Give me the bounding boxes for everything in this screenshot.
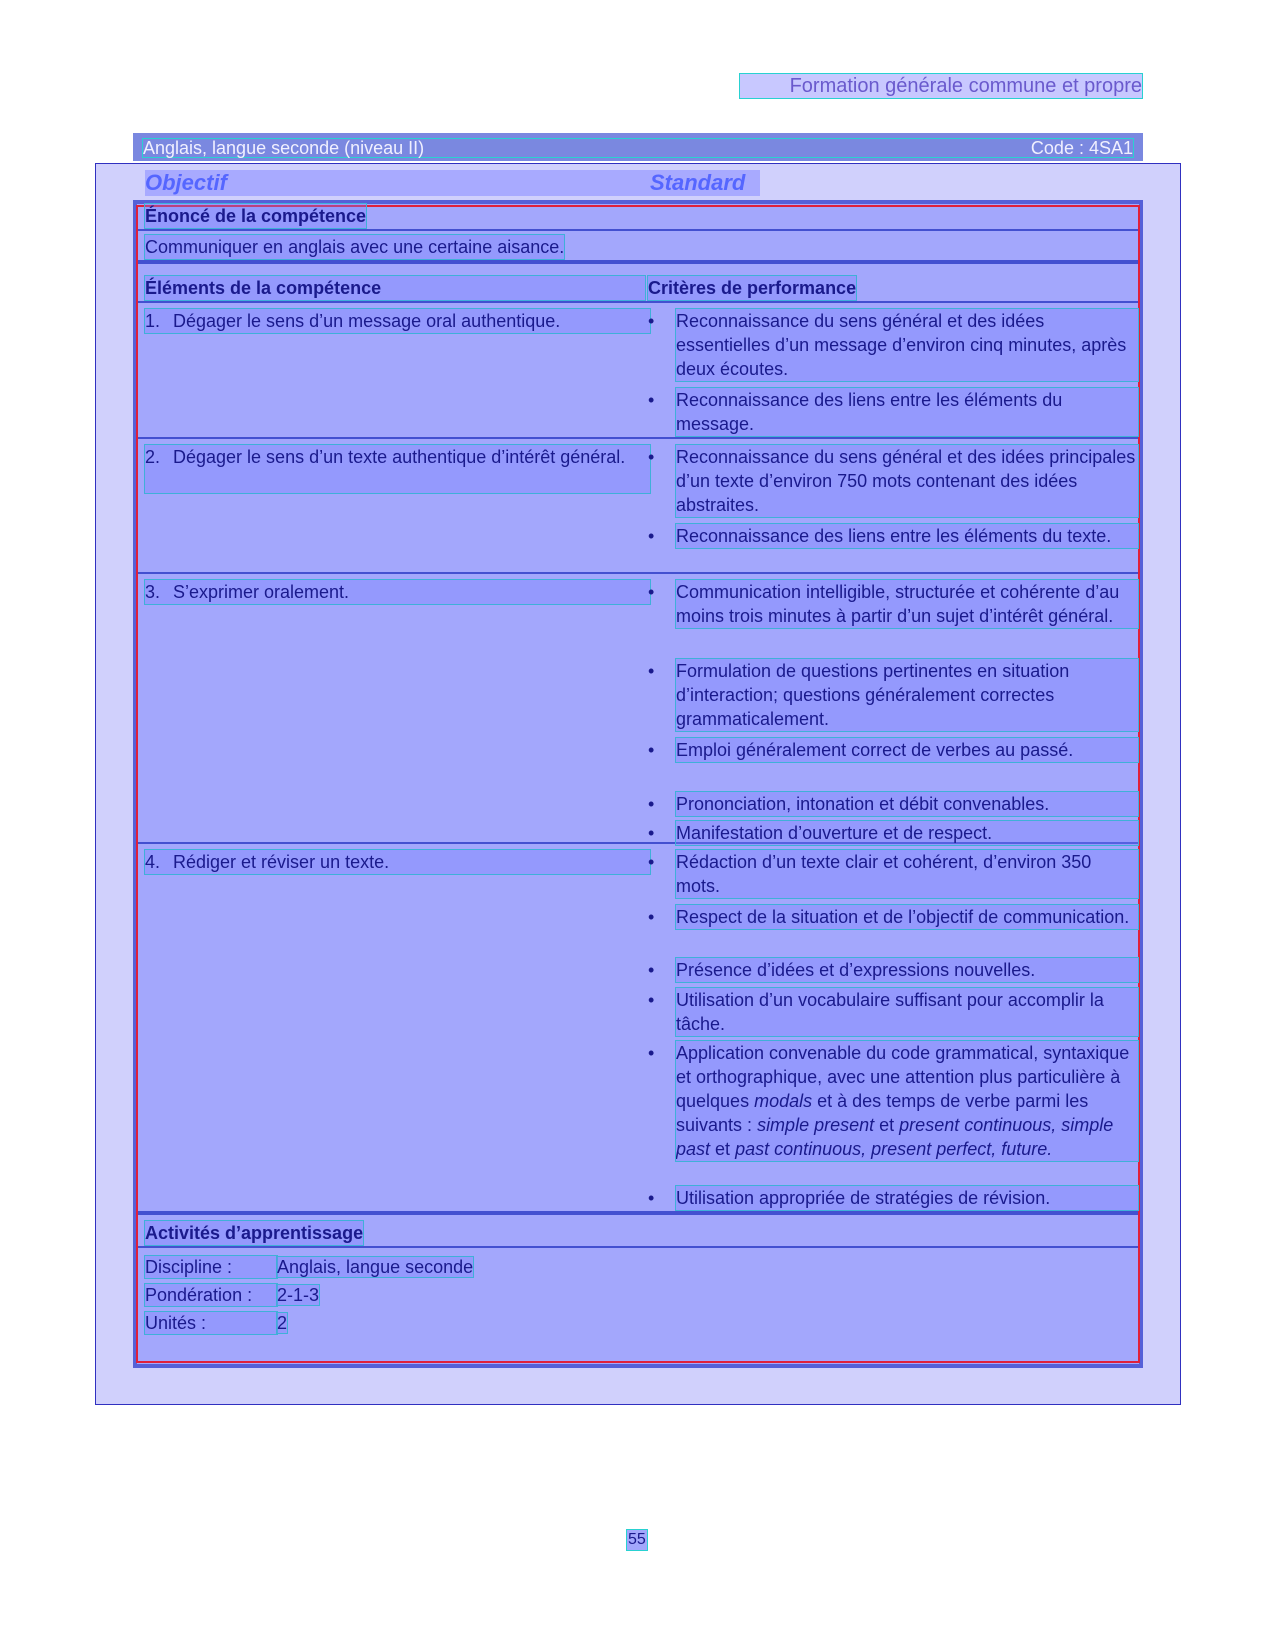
bullet-icon: • — [648, 1188, 655, 1208]
bullet-icon: • — [648, 907, 655, 927]
criterion-fragment: et — [879, 1115, 895, 1135]
criterion — [648, 958, 1138, 982]
course-bar — [133, 133, 1143, 161]
criterion — [648, 1186, 1138, 1210]
element-2 — [145, 445, 650, 493]
criterion-fragment: past continuous, present perfect, future. — [735, 1139, 1053, 1159]
criterion-fragment: modals — [754, 1091, 813, 1111]
criterion — [648, 524, 1138, 548]
criterion — [648, 1041, 1138, 1161]
element-text: Dégager le sens d’un message oral authentique. — [173, 311, 561, 331]
elements-header: Éléments de la compétence — [145, 276, 645, 300]
activite-row — [145, 1256, 473, 1278]
activites-heading: Activités d’apprentissage — [145, 1223, 364, 1243]
divider — [137, 260, 1139, 264]
running-header: Formation générale commune et propre — [740, 74, 1142, 98]
bullet-icon: • — [648, 960, 655, 980]
criteres-header: Critères de performance — [648, 278, 857, 298]
element-number: 1. — [145, 311, 161, 331]
course-code: Code : 4SA1 — [1030, 138, 1133, 158]
divider — [137, 572, 1139, 574]
criterion — [648, 388, 1138, 436]
criterion — [648, 659, 1138, 731]
element-1 — [145, 309, 650, 333]
criterion-text: Rédaction d’un texte clair et cohérent, d’environ 350 mots. — [676, 850, 1138, 898]
criterion-fragment: present continuous, simple past — [676, 1115, 1114, 1159]
criterion-text: Formulation de questions pertinentes en situation d’interaction; questions généralement correctes grammaticalement. — [676, 659, 1138, 731]
bullet-icon: • — [648, 794, 655, 814]
criterion-text: Manifestation d’ouverture et de respect. — [676, 821, 1138, 845]
criterion-text: Communication intelligible, structurée et cohérente d’au moins trois minutes à partir d’un sujet d’intérêt général. — [676, 580, 1138, 628]
criterion — [648, 905, 1138, 929]
activite-value: Anglais, langue seconde — [277, 1257, 474, 1277]
divider — [137, 229, 1139, 231]
element-3 — [145, 580, 650, 604]
criterion-text: Emploi généralement correct de verbes au passé. — [676, 738, 1138, 762]
activite-key: Discipline : — [145, 1256, 277, 1278]
criterion — [648, 738, 1138, 762]
element-number: 4. — [145, 852, 161, 872]
activite-value: 2-1-3 — [277, 1285, 320, 1305]
criterion — [648, 821, 1138, 845]
criterion-text: Prononciation, intonation et débit convenables. — [676, 792, 1138, 816]
competence-heading: Énoncé de la compétence — [145, 206, 367, 226]
bullet-icon: • — [648, 582, 655, 602]
criterion — [648, 309, 1138, 381]
activite-key: Unités : — [145, 1312, 277, 1334]
bullet-icon: • — [648, 852, 655, 872]
criterion — [648, 580, 1138, 628]
bullet-icon: • — [648, 526, 655, 546]
bullet-icon: • — [648, 447, 655, 467]
criterion-text: Reconnaissance du sens général et des idées essentielles d’un message d’environ cinq minutes, après deux écoutes. — [676, 309, 1138, 381]
element-text: Dégager le sens d’un texte authentique d’intérêt général. — [173, 447, 626, 467]
element-text: Rédiger et réviser un texte. — [173, 852, 390, 872]
element-number: 3. — [145, 582, 161, 602]
divider — [137, 301, 1139, 303]
criterion-text: Présence d’idées et d’expressions nouvelles. — [676, 958, 1138, 982]
objectif-label: Objectif — [145, 170, 650, 196]
activite-row — [145, 1312, 287, 1334]
criterion-text — [676, 1041, 1138, 1161]
element-4 — [145, 850, 650, 874]
criterion — [648, 988, 1138, 1036]
bullet-icon: • — [648, 390, 655, 410]
criterion-text: Reconnaissance du sens général et des idées principales d’un texte d’environ 750 mots contenant des idées abstraites. — [676, 445, 1138, 517]
standard-label: Standard — [650, 170, 760, 196]
criterion-text: Utilisation d’un vocabulaire suffisant pour accomplir la tâche. — [676, 988, 1138, 1036]
criterion-fragment: Application convenable du code grammatical, syntaxique et orthographique, avec une attention plus particulière à quelques — [676, 1043, 1130, 1111]
course-title: Anglais, langue seconde (niveau II) — [143, 138, 425, 158]
criterion-fragment: et à des temps de verbe parmi les suivants : — [676, 1091, 1089, 1135]
criterion-text: Respect de la situation et de l’objectif de communication. — [676, 905, 1138, 929]
criterion-fragment: simple present — [757, 1115, 875, 1135]
activite-value: 2 — [277, 1313, 288, 1333]
activite-key: Pondération : — [145, 1284, 277, 1306]
bullet-icon: • — [648, 823, 655, 843]
page-number: 55 — [628, 1531, 646, 1548]
divider — [137, 1246, 1139, 1248]
criterion-text: Reconnaissance des liens entre les éléments du texte. — [676, 524, 1138, 548]
bullet-icon: • — [648, 990, 655, 1010]
bullet-icon: • — [648, 661, 655, 681]
bullet-icon: • — [648, 1043, 655, 1063]
element-number: 2. — [145, 447, 161, 467]
criterion — [648, 850, 1138, 898]
bullet-icon: • — [648, 740, 655, 760]
bullet-icon: • — [648, 311, 655, 331]
criterion — [648, 792, 1138, 816]
criterion-text: Reconnaissance des liens entre les éléments du message. — [676, 388, 1138, 436]
activite-row — [145, 1284, 319, 1306]
criterion — [648, 445, 1138, 517]
criterion-fragment: et — [715, 1139, 731, 1159]
divider — [137, 1211, 1139, 1215]
criterion-text: Utilisation appropriée de stratégies de révision. — [676, 1186, 1138, 1210]
divider — [137, 437, 1139, 439]
element-text: S’exprimer oralement. — [173, 582, 350, 602]
competence-statement: Communiquer en anglais avec une certaine aisance. — [145, 237, 565, 257]
